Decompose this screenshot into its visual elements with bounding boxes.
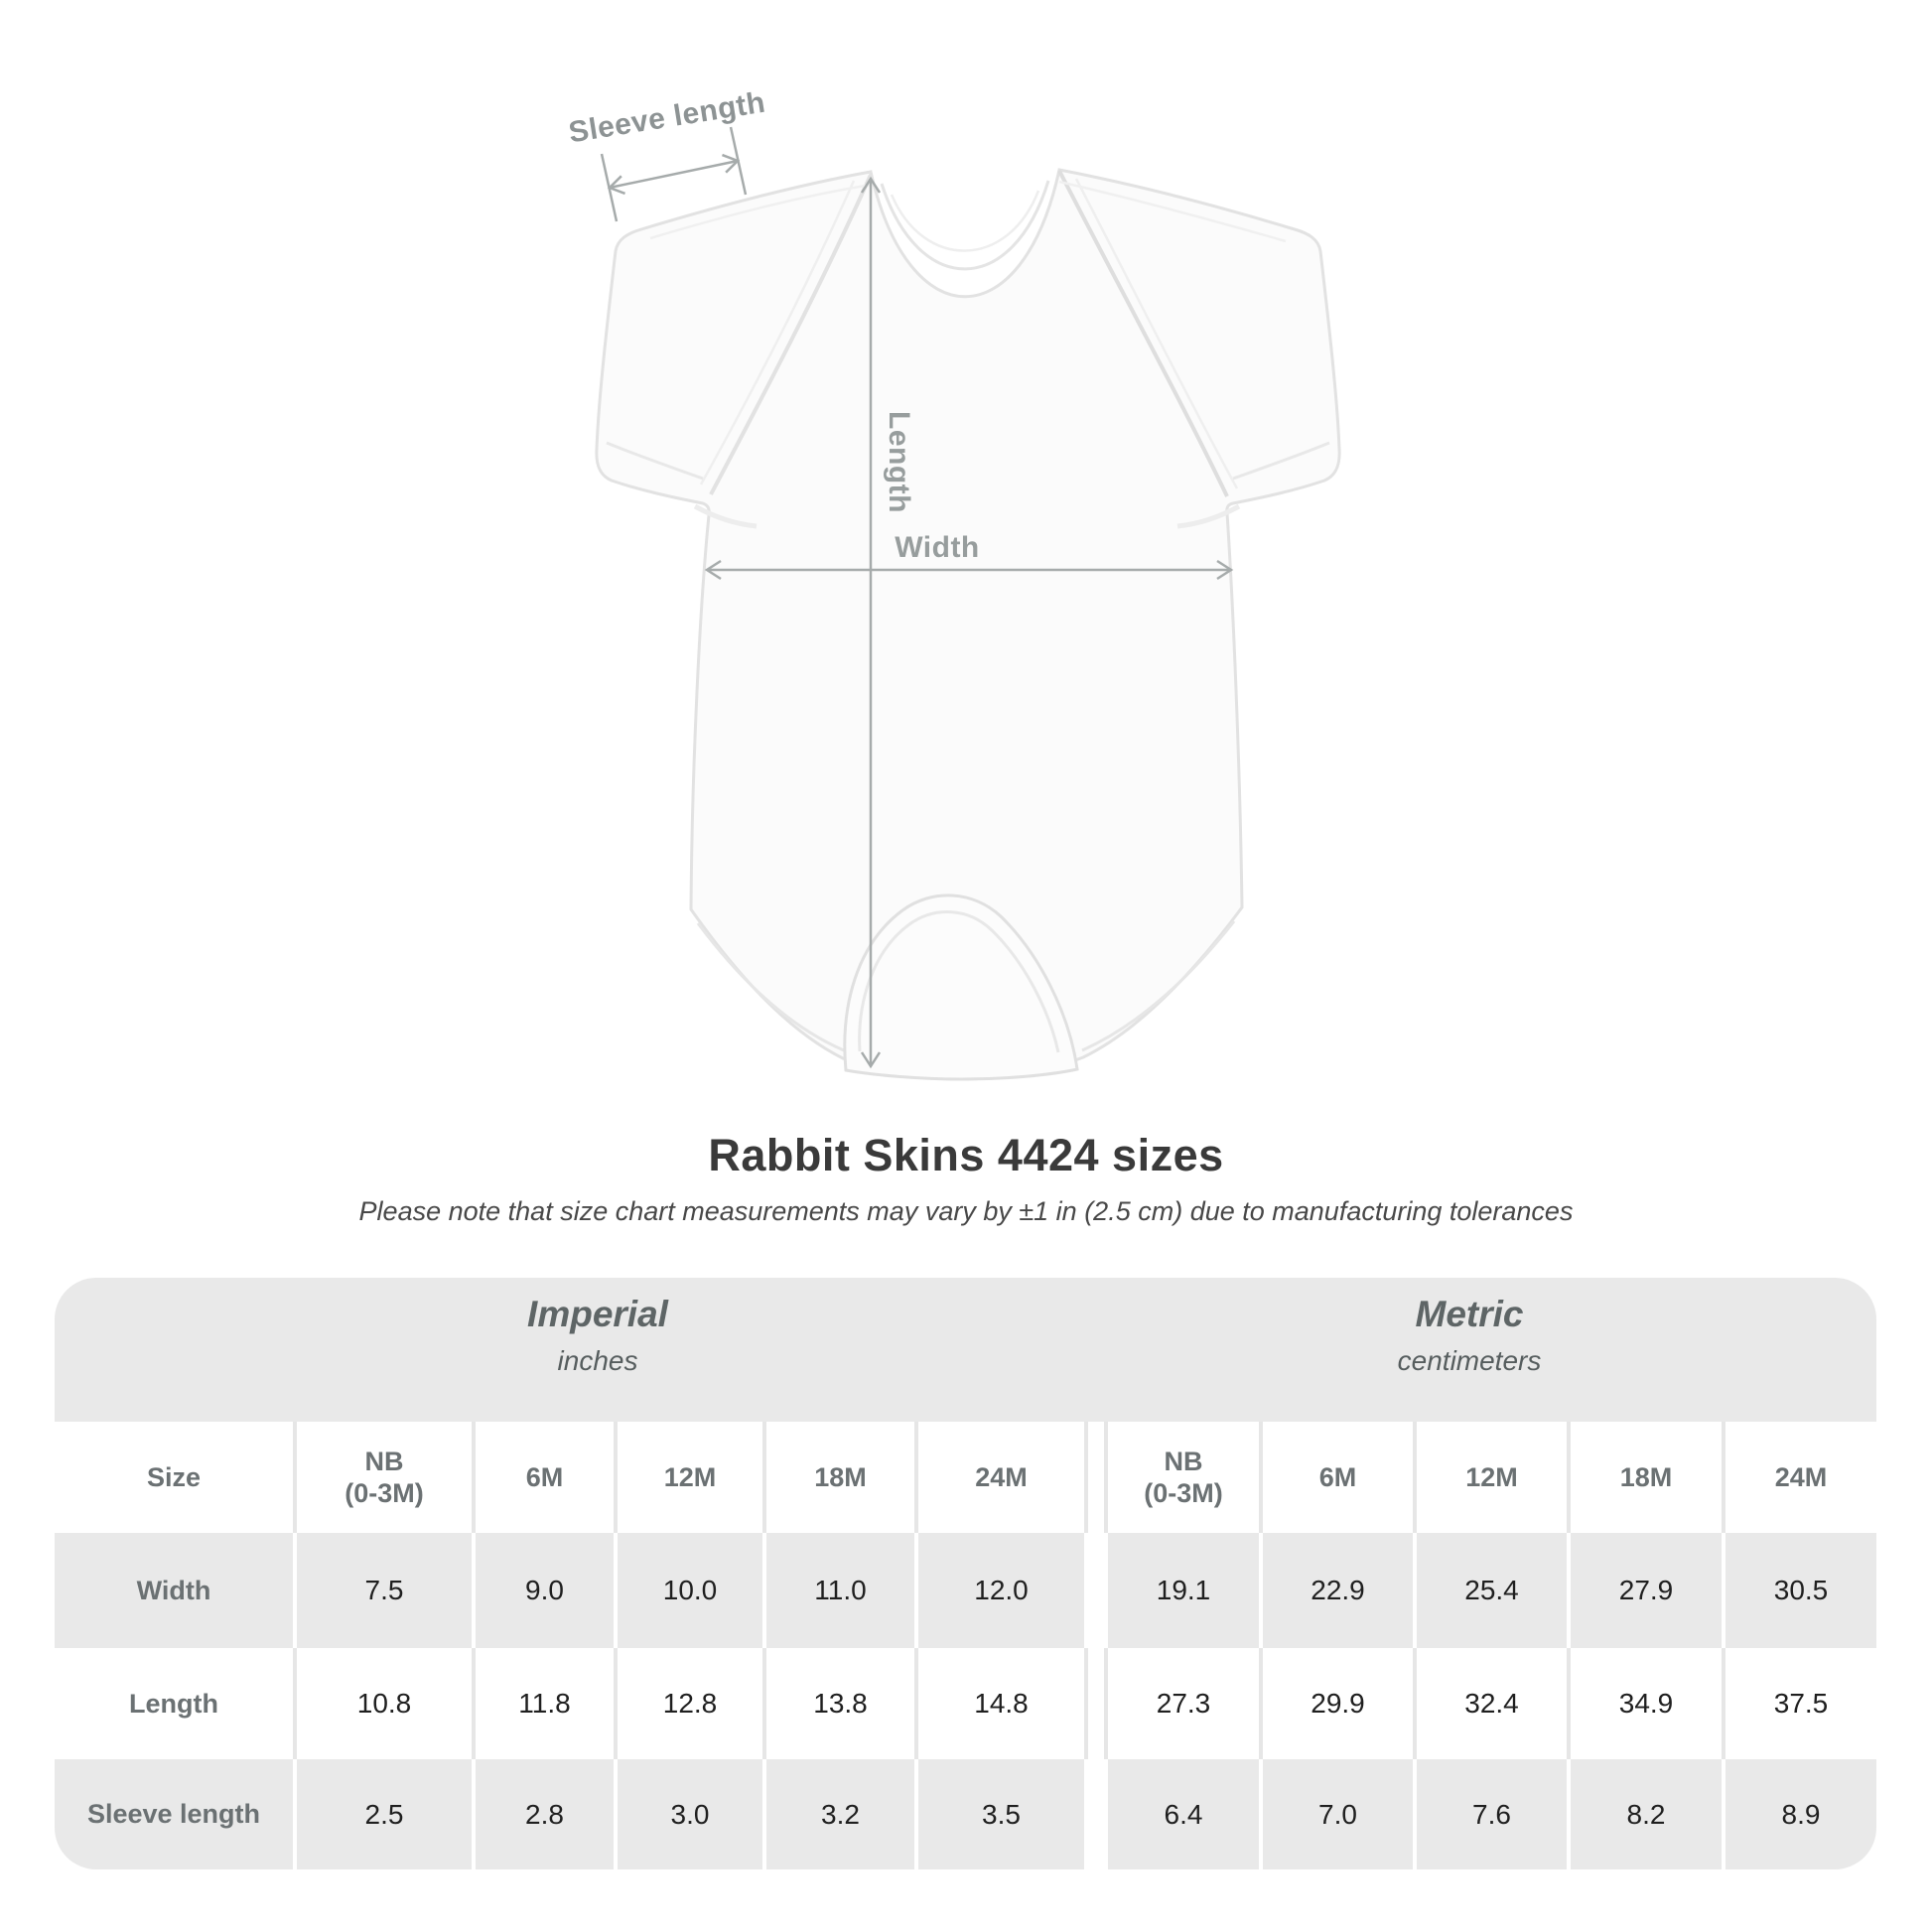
- value-cell: 32.4: [1413, 1648, 1567, 1759]
- sleeve-measure-line: [610, 161, 738, 188]
- length-label: Length: [883, 411, 915, 513]
- value-cell: 7.5: [293, 1533, 472, 1648]
- table-row: [55, 1759, 1876, 1869]
- sleeve-length-label: Sleeve length: [566, 85, 768, 150]
- value-cell: 8.2: [1567, 1759, 1722, 1869]
- value-cell: 22.9: [1259, 1533, 1413, 1648]
- value-cell: 12.0: [914, 1533, 1084, 1648]
- column-header-cell: 24M: [914, 1422, 1084, 1533]
- value-cell: 25.4: [1413, 1533, 1567, 1648]
- column-header-cell: NB (0-3M): [1104, 1422, 1259, 1533]
- value-cell: 10.0: [614, 1533, 762, 1648]
- neckband-seam: [882, 181, 1048, 269]
- page-title: Rabbit Skins 4424 sizes: [708, 1130, 1224, 1180]
- column-header-cell: 12M: [614, 1422, 762, 1533]
- value-cell: 19.1: [1104, 1533, 1259, 1648]
- value-cell: 3.0: [614, 1759, 762, 1869]
- value-cell: 3.5: [914, 1759, 1084, 1869]
- metric-section-title: Metric: [1415, 1294, 1524, 1334]
- value-cell: 11.8: [472, 1648, 614, 1759]
- column-header-cell: 18M: [762, 1422, 914, 1533]
- value-cell: 2.8: [472, 1759, 614, 1869]
- value-cell: 12.8: [614, 1648, 762, 1759]
- value-cell: 13.8: [762, 1648, 914, 1759]
- column-header-row: [55, 1422, 1876, 1533]
- value-cell: 9.0: [472, 1533, 614, 1648]
- value-cell: 6.4: [1104, 1759, 1259, 1869]
- column-header-cell: 24M: [1722, 1422, 1876, 1533]
- imperial-section-header: [527, 1294, 668, 1377]
- value-cell: 2.5: [293, 1759, 472, 1869]
- section-gap: [1084, 1533, 1104, 1648]
- row-label-cell: Length: [129, 1688, 218, 1719]
- imperial-section-unit: inches: [557, 1345, 638, 1376]
- value-cell: 29.9: [1259, 1648, 1413, 1759]
- value-cell: 7.0: [1259, 1759, 1413, 1869]
- row-label-cell: Width: [136, 1575, 211, 1605]
- size-header-cell: Size: [146, 1461, 202, 1492]
- section-gap: [1084, 1759, 1104, 1869]
- imperial-section-title: Imperial: [527, 1294, 668, 1334]
- value-cell: 27.3: [1104, 1648, 1259, 1759]
- value-cell: 8.9: [1722, 1759, 1876, 1869]
- section-gap: [1084, 1422, 1104, 1533]
- metric-section-header: [1398, 1294, 1542, 1377]
- value-cell: 30.5: [1722, 1533, 1876, 1648]
- column-header-cell: NB (0-3M): [293, 1422, 472, 1533]
- table-header-band: [55, 1278, 1876, 1422]
- row-label-cell: Sleeve length: [86, 1799, 261, 1830]
- value-cell: 34.9: [1567, 1648, 1722, 1759]
- value-cell: 27.9: [1567, 1533, 1722, 1648]
- tolerance-note: Please note that size chart measurements may vary by ±1 in (2.5 cm) due to manufacturing tolerances: [358, 1196, 1574, 1226]
- table-row: [55, 1648, 1876, 1759]
- column-header-cell: 12M: [1413, 1422, 1567, 1533]
- value-cell: 37.5: [1722, 1648, 1876, 1759]
- value-cell: 10.8: [293, 1648, 472, 1759]
- value-cell: 11.0: [762, 1533, 914, 1648]
- column-header-cell: 6M: [472, 1422, 614, 1533]
- column-header-cell: 18M: [1567, 1422, 1722, 1533]
- size-table: [55, 1278, 1876, 1869]
- value-cell: 7.6: [1413, 1759, 1567, 1869]
- value-cell: 14.8: [914, 1648, 1084, 1759]
- table-row: [55, 1533, 1876, 1648]
- section-gap: [1084, 1648, 1104, 1759]
- metric-section-unit: centimeters: [1397, 1345, 1542, 1376]
- value-cell: 3.2: [762, 1759, 914, 1869]
- column-header-cell: 6M: [1259, 1422, 1413, 1533]
- width-label: Width: [895, 531, 980, 564]
